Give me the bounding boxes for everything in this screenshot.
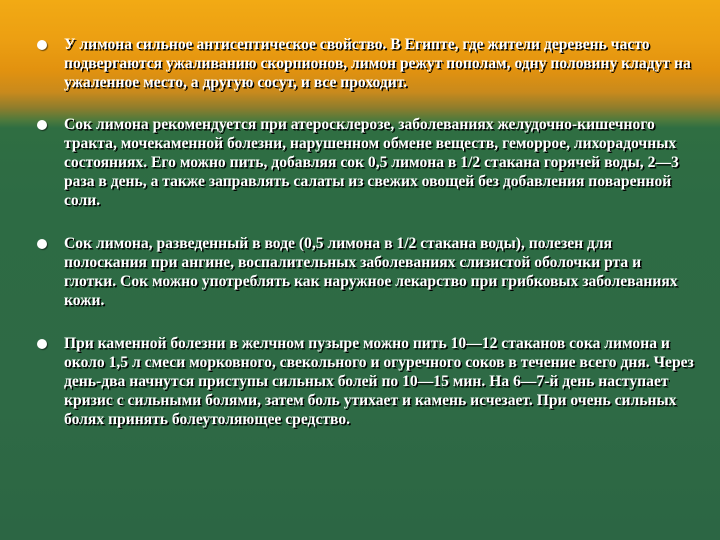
bullet-dot-icon xyxy=(37,239,47,249)
bullet-text: При каменной болезни в желчном пузыре можно пить 10—12 стаканов сока лимона и около 1,5 л смеси морковного, свекольного и огуречного соков в течение всего дня. Через день-два начнутся приступы сильных болей по 10—15 мин. На 6—7-й день наступает кризис с сильными болями, затем боль утихает и камень исчезает. При очень сильных болях принять болеутоляющее средство. xyxy=(64,335,694,428)
bullet-text: Сок лимона рекомендуется при атеросклерозе, заболеваниях желудочно-кишечного тракта, мочекаменной болезни, нарушенном обмене веществ, геморрое, лихорадочных состояниях. Его можно пить, добавляя сок 0,5 лимона в 1/2 стакана горячей воды, 2—3 раза в день, а также заправлять салаты из свежих овощей без добавления поваренной соли. xyxy=(64,116,679,209)
bullet-item-antiseptic xyxy=(34,35,694,92)
bullet-list xyxy=(34,35,694,453)
bullet-text: Сок лимона, разведенный в воде (0,5 лимона в 1/2 стакана воды), полезен для полоскания при ангине, воспалительных заболеваниях слизистой оболочки рта и глотки. Сок можно употреблять как наружное лекарство при грибковых заболеваниях кожи. xyxy=(64,235,678,309)
bullet-text: У лимона сильное антисептическое свойство. В Египте, где жители деревень часто подвергаются ужаливанию скорпионов, лимон режут пополам, одну половину кладут на ужаленное место, а другую сосут, и все проходит. xyxy=(64,36,691,91)
bullet-dot-icon xyxy=(37,339,47,349)
bullet-dot-icon xyxy=(37,120,47,130)
bullet-dot-icon xyxy=(37,40,47,50)
bullet-item-juice-recommendation xyxy=(34,115,694,210)
bullet-item-gargle xyxy=(34,234,694,310)
bullet-item-gallstones xyxy=(34,334,694,429)
